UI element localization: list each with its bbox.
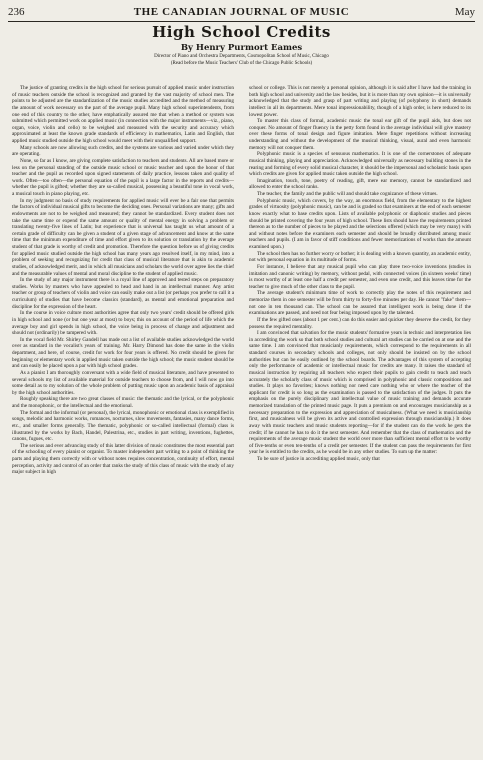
left-column bbox=[12, 85, 234, 753]
issue-month: May bbox=[454, 6, 475, 18]
paragraph: Polyphonic music is a species of sensuous mathematics. It is one of the cornerstones of adequate musical thinking, playing and appreciation. Acknowledged universally as necessary building stones in the rearing and forming of every solid musical character, it should be the impersonal and scholastic basis upon which credits are given for applied music taken outside the high school. bbox=[249, 151, 471, 178]
paragraph: The average student's minimum time of work to correctly play the notes of this requirement and memorize them in one semester will be from thirty to forty-five minutes per day. He cannot "fake" them—not one in ten thousand can. The school can be assured that intelligent work is being done if the examinations are passed, and need not fear being imposed upon by the talented. bbox=[249, 290, 471, 317]
paragraph: school or college. This is not merely a personal opinion, although it is said after I have had the training in both high school and university and the law besides, but it is more than my own opinion—it is universally acknowledged that the study and grasp of part writing and playing (of polyphony in short) demands intellect in all its departments. Mere tonal impressionability, though of a high order, is here reduced to its lowest power. bbox=[249, 85, 471, 118]
paragraph: In the study of any major instrument there is a royal line of approved and tested steps on preparatory studies. Works by masters who have appealed to head and hand in an intellectual manner. Any artist teacher or group of teachers of violin and voice can easily make out a list (or perhaps you prefer to call it a curriculum) of studies that have become classics (standard), as mental and emotional preparation and discipline for the expression of the heart. bbox=[12, 277, 234, 310]
author-credit: Director of Piano and Orchestra Departments, Cosmopolitan School of Music, Chicago bbox=[154, 54, 329, 59]
paragraph: In the course in voice culture most authorities agree that only two years' credit should be offered girls in high school and none (or but one year at most) to boys; this on account of the period of life which the average boy and girl spends in high school, the voice being in process of change and adjustment and should not (ordinarily) be tampered with. bbox=[12, 310, 234, 337]
paragraph: None, so far as I know, are giving complete satisfaction to teachers and students. All are based more or less on the personal standing of the outside music school or music teacher and upon the honor of that teacher and the pupil as recorded upon signed statements of daily practice, lessons taken and quality of work. Often—too often—the personal equation of the pupil is a large factor in the reports and credits—whether the pupil is gifted; whether they are so-called musical, possessing a beautiful tone in vocal work, a musical touch in piano playing, etc. bbox=[12, 157, 234, 197]
reading-note: (Read before the Music Teachers' Club of the Chicago Public Schools) bbox=[170, 60, 313, 66]
paragraph: To be sure of justice in accrediting applied music, only that bbox=[257, 456, 380, 462]
paragraph: The teacher, the family and the public will and should take cognizance of these virtues. bbox=[257, 191, 438, 197]
article-header bbox=[0, 23, 483, 67]
paragraph: Roughly speaking there are two great classes of music: the thematic and the lyrical, or the polyphonic and the monophonic, or the intellectual and the emotional. bbox=[12, 396, 234, 409]
right-column bbox=[249, 85, 471, 753]
article-title: High School Credits bbox=[152, 23, 331, 41]
paragraph: If the few gifted ones (about 1 per cent.) can do this easier and quicker they deserve the credit, for they possess the required mentality. bbox=[249, 316, 471, 330]
page-number: 236 bbox=[8, 6, 25, 18]
running-head bbox=[8, 5, 475, 19]
paragraph: To master this class of formal, academic music the tonal ear gift of the pupil aids, but does not conquer. No amount of finger fluency in the petty form found in the average individual will give mastery over these forms of tonal design and figure imitation. Mere finger repetitions without increasing understanding and without the development of the musical thinking, visual, aural and even harmonic memory will not conquer them. bbox=[249, 118, 471, 151]
paragraph: As a pianist I am thoroughly conversant with a wide field of musical literature, and have presented to several schools my list of available material for outside teachers to choose from, and I will now go into some detail as to my solution of the whole problem of putting music upon an academic basis of appraisal by the high school authorities. bbox=[12, 369, 234, 396]
header-rule bbox=[8, 21, 475, 22]
paragraph: The school then has no further worry or bother; it is dealing with a known quantity, an academic entity, not with personal equation in its multitude of forms. bbox=[249, 250, 471, 264]
paragraph: I am convinced that salvation for the music students' formative years in technic and interpretation lies in accrediting the work so that both school studies and cultural art studies can be carried on at one and the same time. I am convinced that musicianly requirements, which correspond to the requirements in all standard courses in secondary schools and colleges, not only should be insisted on by the school authorities but can be easily outlined by the school boards. The advantages of this system of accepting only the performance of academic or intellectual music for credits are many. It raises the standard of musical instruction by requiring all teachers who expect their pupils to gain credit to teach and teach accurately the scholarly class of music which is comprised in polyphonic and classic compositions and studies. It plays no favorites; knows nothing nor need care nothing who or where the teacher of the applicant for credit is so long as the examination is passed to the satisfaction of the judges. It puts the emphasis on the purely disciplinary and intellectual value of music training and demands accurate memorized translation of the printed music page. It puts a premium on and encourages musicianship as a necessary preparation to the expression and appreciation of musicalness. (What we need is musicianship first, and musicalness will be given its active and controlled expression through musicianship.) It does away with music teachers and music students reporting—for if the student can do the work he gets the credit; if he cannot he has to do it the next semester. And remember that the class of mathematics and the requirements of the average music student the world over more than sufficient mental effort to be worthy of five-tenths or even ten-tenths of a credit per semester. If the student can pass the requirements for first year he is entitled to the credits, as he would be in any other studies. To sum up the matter: bbox=[249, 330, 471, 456]
article-byline: By Henry Purmort Eames bbox=[180, 43, 303, 53]
paragraph: In the vocal field Mr. Shirley Gandell has made out a list of available studies acknowledged the world over as standard in the vocalist's years of training. Mr. Harry Dimond has done the same in the violin department, and here, of course, credit for work for four years is offered. No credit should be given for beginning or elementary work in applied music taken outside the high school; the music student should be and can easily be placed upon a par with high school grades. bbox=[12, 336, 234, 370]
paragraph: In my judgment no basis of study requirements for applied music will ever be a fair one that permits the factors of individual musical gifts to become the deciding ones. Personal variations are many; gifts and endowments are not to be weighed and measured; they cannot be standardized. Every student does not take the same time or expend the same amount or quality of mental energy in solving a problem or translating twenty-five lines of Latin; but experience that is universal has taught us what amount of a certain grade of difficulty can be given a student of a given stage of advancement and know at the same time that the minimum expenditure of time and effort given to its solution or translation by the average student of that grade is worthy of credit and promotion. Therefore the question before us of giving credits for applied music studied outside the high school has many years ago resolved itself, in my mind, into a problem of seeking and recognizing for credit that class of musical literature that is akin to academic studies, of acknowledged merit, and in which all musicians and scholars the world over agree lies the chief and the measurable values of mental and moral discipline to the student of applied music. bbox=[12, 197, 234, 277]
paragraph: The formal and the informal (or personal), the lyrical, monophonic or emotional class is exemplified in songs, melodic and harmonic works, romances, nocturnes, slow movements, fantasies, many dance forms, etc., and smaller forms generally. The thematic, polyphonic or so-called intellectual (formal) class is illustrated by the works by Bach, Handel, Palestrina, etc., studies in part writing, inventions, fughettes, canons, fugues, etc. bbox=[12, 409, 234, 443]
paragraph: Polyphonic music, which covers, by the way, an enormous field, from the elementary to the highest grades of virtuosity (polyphonic music), can be and is graded so that examiners at the end of each semester know exactly what to base credits upon. Lists of available polyphonic or diaphonic studies and pieces should be printed covering the four years of high school. These lists should have the requirements printed thereon as to the number of pieces to be played and the selections offered (which may be very many) with and without notes before the examiners each semester and should be broadly distributed among music teachers and pupils. (I am in favor of stiff conditions and fewer memorizations of works than the amount examined upon.) bbox=[249, 197, 471, 250]
journal-title: THE CANADIAN JOURNAL OF MUSIC bbox=[133, 6, 350, 18]
paragraph: Many schools are now allowing such credits, and the systems are various and varied under which they are operating. bbox=[12, 144, 234, 158]
paragraph: Imagination, touch, tone, poetry of reading, gift, mere ear memory, cannot be standardized and allowed to enter the school ranks. bbox=[249, 177, 471, 191]
article-body bbox=[12, 85, 471, 753]
paragraph: The justice of granting credits in the high school for serious pursuit of applied music under instruction of music teachers outside the school is recognized and granted by the vast majority of school men. The points to be adjusted are the standardization of the music studies accredited and the method of measuring the amount of work necessary on the part of the average pupil. Many high school superintendents, from one end of this country to the other, have emphatically assured me that when a method or system was submitted which permitted work on applied music (in connection with the major instruments—viz., piano, organ, voice, violin and cello) to be weighed and measured with the security and accuracy which approximated at least the known grade standards of efficiency in mathematics, Latin and English, that applied music studied outside the high school would meet with their unqualified support. bbox=[12, 85, 234, 144]
paragraph: For instance, I believe that any musical pupil who can play three two-voice inventions (studies in imitation and canonic writing) by memory, without pedal, with connected voices (in sixteen weeks' time) is most worthy of at least one half a credit per semester, and even one credit, and this leaves time for the teacher to give much of the other class to the pupil. bbox=[249, 263, 471, 290]
paragraph: The serious and ever advancing study of this latter division of music constitutes the most essential part of the schooling of every pianist or organist. To master independent part writing to a point of thinking the parts and playing them correctly with or without notes requires concentration, continuity of effort, mental perception, activity and control of an order that ranks the study of this class of music with the study of any major subject in high bbox=[12, 442, 234, 476]
